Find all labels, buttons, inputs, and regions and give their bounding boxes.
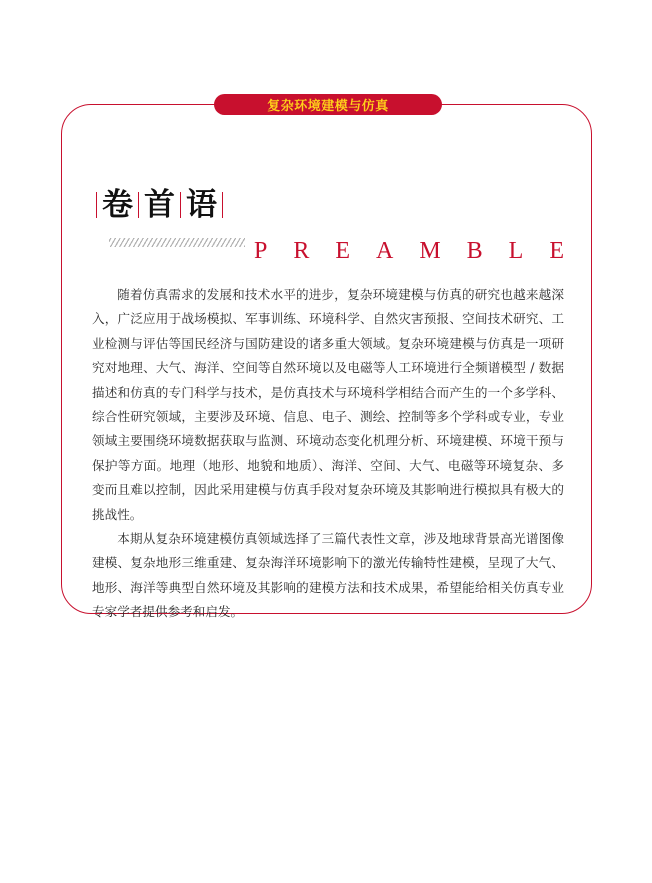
column-banner — [214, 94, 442, 115]
heading-char: 卷 — [102, 187, 133, 223]
heading-char: 首 — [144, 187, 175, 223]
body-paragraph: 本期从复杂环境建模仿真领域选择了三篇代表性文章，涉及地球背景高光谱图像建模、复杂地形三维重建、复杂海洋环境影响下的激光传输特性建模，呈现了大气、地形、海洋等典型自然环境及其影响的建模方法和技术成果，希望能给相关仿真专业专家学者提供参考和启发。 — [92, 531, 564, 620]
heading-divider — [222, 192, 223, 218]
preamble-letter: A — [376, 238, 394, 264]
preamble-letter: P — [254, 238, 268, 264]
hatched-decoration — [109, 238, 245, 247]
section-heading — [96, 186, 223, 224]
preamble-letter: L — [508, 238, 524, 264]
heading-char: 语 — [186, 187, 217, 223]
preamble-letter: E — [549, 238, 564, 264]
preamble-letter: R — [293, 238, 310, 264]
preamble-body — [92, 283, 564, 625]
preamble-english-title — [254, 237, 564, 265]
banner-label: 复杂环境建模与仿真 — [267, 99, 389, 114]
body-paragraph: 随着仿真需求的发展和技术水平的进步，复杂环境建模与仿真的研究也越来越深入，广泛应用于战场模拟、军事训练、环境科学、自然灾害预报、空间技术研究、工业检测与评估等国民经济与国防建设的诸多重大领域。复杂环境建模与仿真是一项研究对地理、大气、海洋、空间等自然环境以及电磁等人工环境进行全频谱模型 / 数据描述和仿真的专门科学与技术，是仿真技术与环境科学相结合而产生的一个多学科、综合性研究领域，主要涉及环境、信息、电子、测绘、控制等多个学科或专业，专业领域主要围绕环境数据获取与监测、环境动态变化机理分析、环境建模、环境干预与保护等方面。地理（地形、地貌和地质）、海洋、空间、大气、电磁等环境复杂、多变而且难以控制，因此采用建模与仿真手段对复杂环境及其影响进行模拟具有极大的挑战性。 — [92, 287, 564, 522]
preamble-letter: E — [335, 238, 351, 264]
preamble-letter: M — [419, 238, 441, 264]
preamble-letter: B — [466, 238, 483, 264]
